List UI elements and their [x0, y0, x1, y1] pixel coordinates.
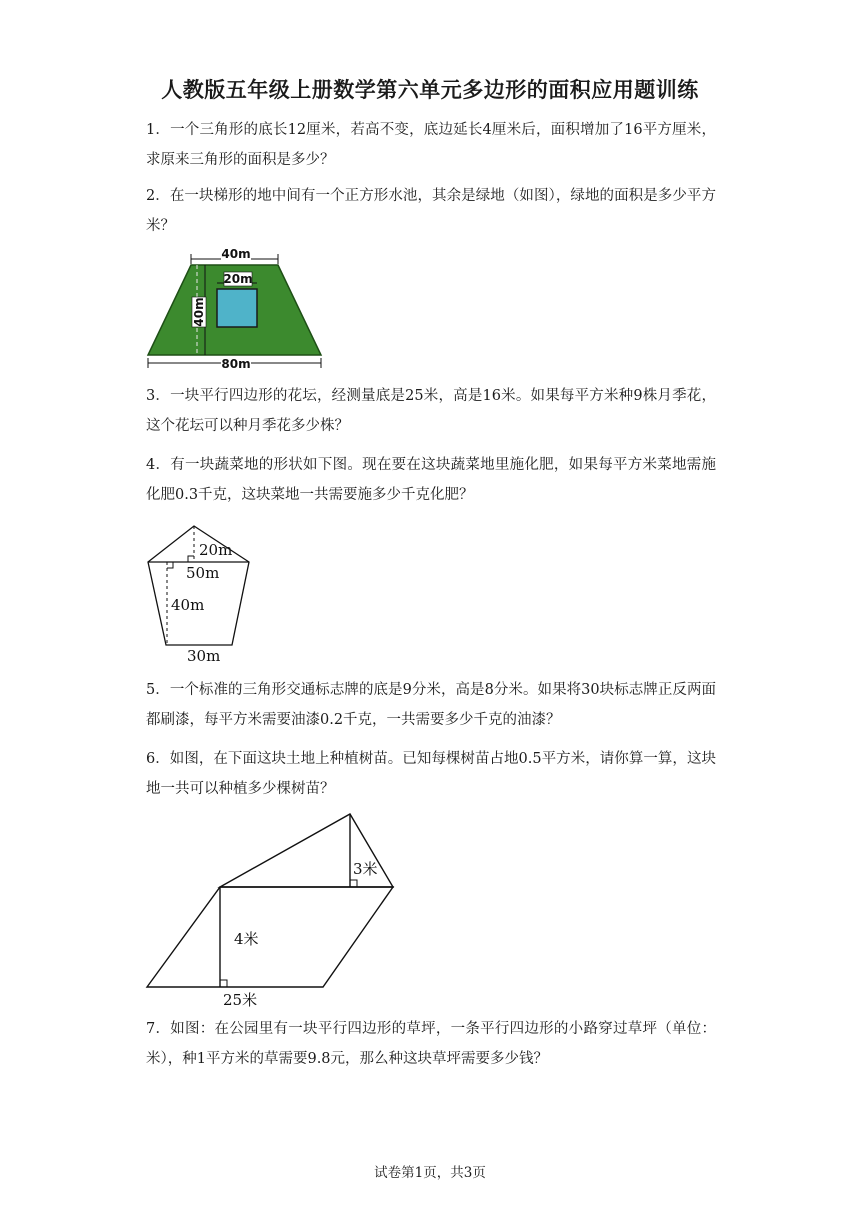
question-text: 有一块蔬菜地的形状如下图。现在要在这块蔬菜地里施化肥，如果每平方米菜地需施化肥0.3千克，这块菜地一共需要施多少千克化肥？	[146, 457, 716, 503]
base-label: 25米	[223, 991, 258, 1009]
question-number: 1．	[146, 122, 171, 138]
question-3	[146, 381, 716, 441]
top-length-label: 40m	[221, 247, 251, 261]
bottom-label: 30m	[187, 647, 221, 665]
bottom-length-label: 80m	[221, 357, 251, 371]
question-5	[146, 675, 716, 735]
question-7	[146, 1014, 716, 1074]
question-2	[146, 181, 716, 241]
right-angle-mark-top	[188, 556, 194, 562]
question-number: 6．	[146, 751, 170, 767]
question-text: 一块平行四边形的花坛，经测量底是25米，高是16米。如果每平方米种9株月季花，这个花坛可以种月季花多少株？	[146, 388, 716, 434]
question-text: 在一块梯形的地中间有一个正方形水池，其余是绿地（如图），绿地的面积是多少平方米？	[146, 188, 716, 234]
triangle-height-label: 3米	[353, 860, 378, 878]
question-text: 一个标准的三角形交通标志牌的底是9分米，高是8分米。如果将30块标志牌正反两面都刷漆，每平方米需要油漆0.2千克，一共需要多少千克的油漆？	[146, 682, 716, 728]
page-footer: 试卷第1页，共3页	[374, 1165, 486, 1181]
pentagon-figure	[140, 520, 270, 665]
right-angle-mark-parallelogram	[220, 980, 227, 987]
question-1	[146, 115, 716, 175]
pool-square	[217, 289, 257, 327]
page-title: 人教版五年级上册数学第六单元多边形的面积应用题训练	[161, 78, 699, 102]
question-number: 5．	[146, 682, 170, 698]
parallelogram-height-label: 4米	[234, 930, 259, 948]
height-label: 40m	[171, 596, 205, 614]
height-label: 40m	[192, 297, 206, 327]
parallelogram-figure	[140, 808, 410, 1013]
question-number: 7．	[146, 1021, 171, 1037]
right-angle-mark-triangle	[350, 880, 357, 887]
width-label: 50m	[186, 564, 220, 582]
question-4	[146, 450, 716, 510]
right-angle-mark-left	[167, 562, 173, 568]
trapezoid-figure	[145, 245, 335, 373]
question-text: 如图，在下面这块土地上种植树苗。已知每棵树苗占地0.5平方米，请你算一算，这块地一共可以种植多少棵树苗？	[146, 751, 716, 797]
question-number: 3．	[146, 388, 171, 404]
question-number: 2．	[146, 188, 170, 204]
parallelogram-shape	[147, 887, 393, 987]
question-text: 一个三角形的底长12厘米，若高不变，底边延长4厘米后，面积增加了16平方厘米，求原来三角形的面积是多少？	[146, 122, 716, 168]
square-side-label: 20m	[223, 272, 253, 286]
question-text: 如图：在公园里有一块平行四边形的草坪，一条平行四边形的小路穿过草坪（单位：米），种1平方米的草需要9.8元，那么种这块草坪需要多少钱？	[146, 1021, 716, 1067]
question-6	[146, 744, 716, 804]
question-number: 4．	[146, 457, 171, 473]
top-height-label: 20m	[199, 541, 233, 559]
